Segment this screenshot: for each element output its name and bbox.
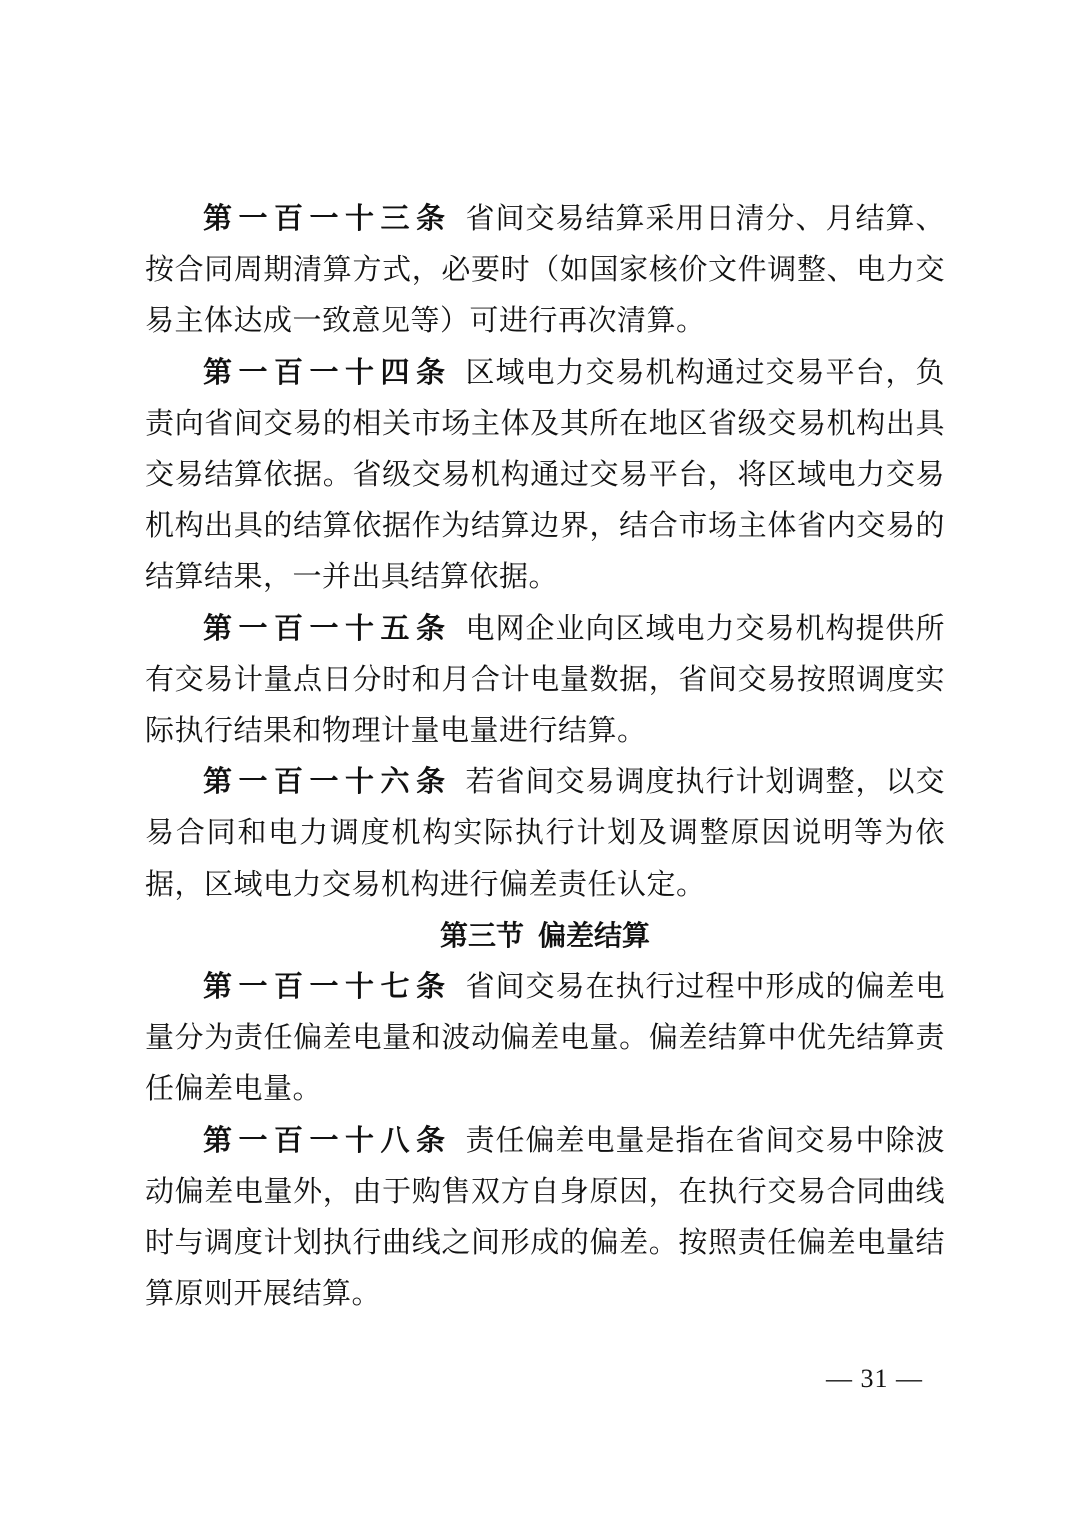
article-text: 电网企业向区域电力交易机构提供所有交易计量点日分时和月合计电量数据，省间交易按照调度实际执行结果和物理计量电量进行结算。 bbox=[145, 610, 945, 748]
article-text: 省间交易在执行过程中形成的偏差电量分为责任偏差电量和波动偏差电量。偏差结算中优先结算责任偏差电量。 bbox=[145, 969, 945, 1106]
article-118 bbox=[145, 1115, 945, 1320]
page-number: — 31 — bbox=[826, 1364, 923, 1393]
article-text: 省间交易结算采用日清分、月结算、按合同周期清算方式，必要时（如国家核价文件调整、电力交易主体达成一致意见等）可进行再次清算。 bbox=[145, 201, 945, 338]
article-text: 若省间交易调度执行计划调整，以交易合同和电力调度机构实际执行计划及调整原因说明等为依据，区域电力交易机构进行偏差责任认定。 bbox=[145, 764, 945, 901]
article-117 bbox=[145, 961, 945, 1115]
article-116 bbox=[145, 756, 945, 910]
article-number: 第一百一十七条 bbox=[203, 969, 452, 1004]
article-text: 责任偏差电量是指在省间交易中除波动偏差电量外，由于购售双方自身原因，在执行交易合同曲线时与调度计划执行曲线之间形成的偏差。按照责任偏差电量结算原则开展结算。 bbox=[145, 1122, 945, 1311]
article-number: 第一百一十五条 bbox=[203, 610, 452, 645]
article-text: 区域电力交易机构通过交易平台，负责向省间交易的相关市场主体及其所在地区省级交易机构出具交易结算依据。省级交易机构通过交易平台，将区域电力交易机构出具的结算依据作为结算边界，结合市场主体省内交易的结算结果，一并出具结算依据。 bbox=[145, 354, 945, 594]
section-number: 第三节 bbox=[439, 918, 524, 952]
article-114 bbox=[145, 347, 945, 603]
article-number: 第一百一十八条 bbox=[203, 1122, 452, 1157]
article-number: 第一百一十四条 bbox=[203, 354, 452, 389]
article-113 bbox=[145, 193, 945, 347]
section-heading bbox=[145, 910, 945, 961]
article-number: 第一百一十六条 bbox=[203, 764, 452, 799]
document-page bbox=[145, 193, 945, 1319]
article-number: 第一百一十三条 bbox=[203, 201, 452, 235]
section-title: 偏差结算 bbox=[538, 918, 651, 952]
article-115 bbox=[145, 603, 945, 757]
